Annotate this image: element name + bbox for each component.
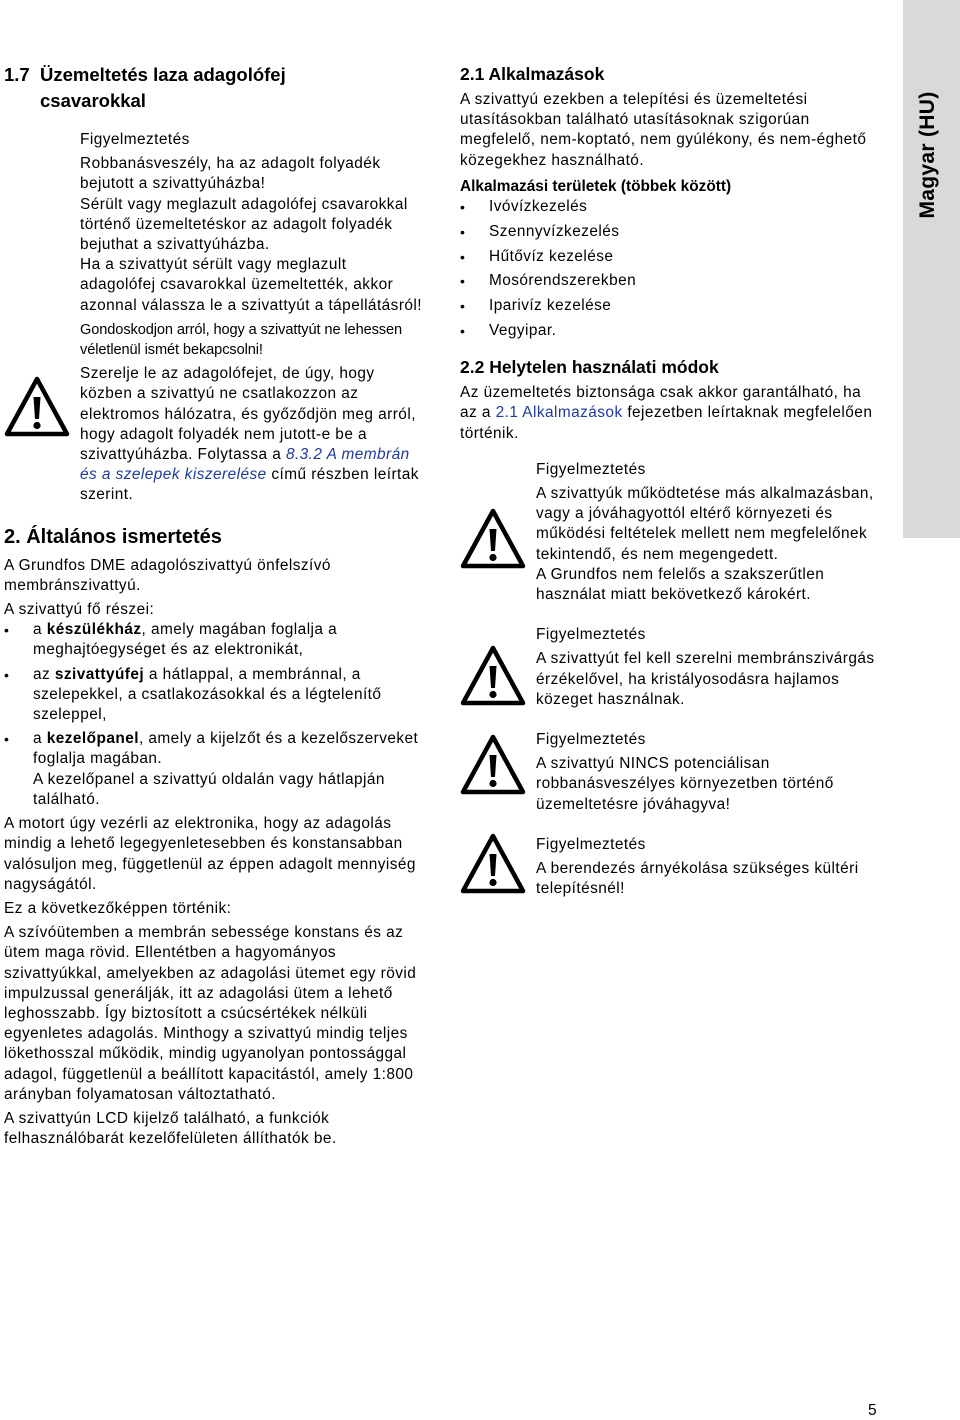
paragraph-motor: A motort úgy vezérli az elektronika, hogy az adagolás mindig a lehető legegyenletesebben és konstansabban valósuljon meg, függetlenül az éppen adagolt mennyiség nagyságától.: [4, 815, 416, 893]
paragraph-suction: A szívóütemben a membrán sebessége konstans és az ütem maga rövid. Ellentétben a hagyományos szivattyúkkal, amelyekben az adagolási ütemet egy rövid impulzussal generálják, itt az adagolási ütem a lehető leghosszabb. Így biztosított a csúcsértékek nélküli egyenletes adagolás. Minthogy a szivattyú mindig teljes lökethosszal működik, mindig ugyanolyan pontossággal adagol, függetlenül a beállított kapacitástól, amely 1:800 arányban folyamatosan változtatható.: [4, 924, 417, 1103]
language-tab: [903, 0, 960, 538]
warning-triangle-icon: [460, 645, 526, 707]
intro-text: Az üzemeltetés biztonsága csak akkor garantálható, ha az a: [460, 384, 862, 422]
warning-text-part: Szerelje le az adagolófejet, de úgy, hogy közben a szivattyú ne csatlakozzon az elektromos hálózatra, és győződjön meg arról, hogy adagolt folyadék nem jutott-e be a szivattyúházba. Folytassa a: [80, 365, 416, 464]
list-item: • Vegyipar.: [460, 321, 880, 341]
page-number: 5: [868, 1402, 877, 1419]
section-1-7-title-line2: csavarokkal: [40, 90, 146, 111]
list-item-text: , amely magában foglalja a meghajtóegységet és az elektronikát,: [33, 621, 338, 659]
section-2-1-intro: A szivattyú ezekben a telepítési és üzemeltetési utasításokban található utasításoknak szigorúan megfelelő, nem-koptató, nem gyúlékony, és nem-éghető közegekhez használható.: [460, 91, 867, 169]
cross-reference-link[interactable]: 8.3.2 A membrán és a szelepek kiszerelése: [80, 446, 410, 484]
warning-block: [460, 460, 880, 605]
warning-block: [460, 730, 880, 815]
section-2-2-intro: [460, 383, 880, 444]
section-2-intro: A Grundfos DME adagolószivattyú önfelszívó membránszivattyú.: [4, 556, 331, 594]
areas-heading: Alkalmazási területek (többek között): [460, 177, 732, 195]
warning-text: A berendezés árnyékolása szükséges kültéri telepítésnél!: [536, 860, 859, 898]
warning-triangle-icon: [460, 734, 526, 796]
warning-text: A szivattyú NINCS potenciálisan robbanásveszélyes környezetben történő üzemeltetésre jóváhagyva!: [536, 755, 834, 813]
list-item-bold: szivattyúfej: [54, 665, 145, 683]
left-column: [4, 62, 424, 1149]
language-tab-label: Magyar (HU): [916, 91, 939, 219]
warning-block: [460, 835, 880, 900]
warning-text: A szivattyúk működtetése más alkalmazásban, vagy a jóváhagyottól eltérő környezeti és működési feltételek mellett nem megfelelőnek tekintendő, és nem megengedett.: [536, 485, 874, 563]
warning-label: Figyelmeztetés: [80, 131, 190, 148]
warning-triangle-icon: [460, 508, 526, 570]
warning-block-1-7: [4, 130, 424, 506]
list-item: [4, 665, 424, 726]
warning-text: Sérült vagy meglazult adagolófej csavarokkal történő üzemeltetéskor az adagolt folyadék bejuthat a szivattyúházba.: [80, 195, 408, 254]
list-item: • Mosórendszerekben: [460, 271, 880, 291]
parts-list: [4, 620, 424, 810]
cross-reference-link[interactable]: 2.1 Alkalmazások: [495, 404, 623, 422]
intro-text: fejezetben leírtaknak megfelelően történik.: [460, 404, 873, 442]
parts-heading: A szivattyú fő részei:: [4, 601, 155, 619]
warning-triangle-icon: [4, 376, 70, 438]
right-column: [460, 62, 880, 899]
list-item-text: , amely a kijelzőt és a kezelőszerveket foglalja magában.: [33, 730, 419, 768]
list-item: [4, 729, 424, 810]
section-2-1-heading: 2.1 Alkalmazások: [460, 64, 605, 84]
warning-block: [460, 625, 880, 710]
warning-label: Figyelmeztetés: [536, 731, 646, 749]
warning-text: Gondoskodjon arról, hogy a szivattyút ne lehessen véletlenül ismét bekapcsolni!: [80, 321, 403, 359]
warning-text: A szivattyút fel kell szerelni membránszivárgás érzékelővel, ha kristályosodásra hajlamos közeget használnak.: [536, 650, 875, 708]
list-item-text: a hátlappal, a membránnal, a szelepekkel, a csatlakozásokkal és a légtelenítő szeleppel,: [33, 665, 382, 724]
warning-triangle-icon: [460, 833, 526, 895]
list-item: • Iparivíz kezelése: [460, 296, 880, 316]
list-item-text: az: [33, 665, 55, 683]
warning-label: Figyelmeztetés: [536, 835, 646, 853]
list-item-text: a: [33, 621, 47, 639]
list-item: • Ivóvízkezelés: [460, 197, 880, 217]
warning-label: Figyelmeztetés: [536, 460, 646, 478]
section-2-2-heading: 2.2 Helytelen használati módok: [460, 357, 719, 378]
warning-text: Robbanásveszély, ha az adagolt folyadék bejutott a szivattyúházba!: [80, 155, 381, 193]
paragraph-consequence: Ez a következőképpen történik:: [4, 899, 232, 917]
warning-text-part: című részben leírtak szerint.: [80, 466, 419, 504]
warning-text: A Grundfos nem felelős a szakszerűtlen használat miatt bekövetkező károkért.: [536, 565, 825, 604]
list-item: • Szennyvízkezelés: [460, 222, 880, 242]
warning-label: Figyelmeztetés: [536, 626, 646, 644]
list-item-text: A kezelőpanel a szivattyú oldalán vagy hátlapján található.: [33, 770, 385, 808]
list-item-text: a: [33, 730, 47, 748]
list-item: [4, 620, 424, 660]
section-1-7-number: 1.7: [4, 64, 30, 85]
warning-text: Ha a szivattyút sérült vagy meglazult adagolófej csavarokkal üzemeltették, akkor azonnal válassza le a szivattyút a tápellátásról!: [80, 256, 423, 314]
areas-list: [460, 197, 880, 341]
paragraph-lcd: A szivattyún LCD kijelző található, a funkciók felhasználóbarát kezelőfelületen állíthatók be.: [4, 1109, 337, 1148]
section-1-7-heading: [4, 62, 424, 114]
list-item: • Hűtővíz kezelése: [460, 247, 880, 267]
list-item-bold: készülékház: [46, 621, 142, 639]
list-item-bold: kezelőpanel: [46, 730, 139, 748]
section-1-7-title-line1: Üzemeltetés laza adagolófej: [40, 64, 286, 85]
section-2-heading: 2. Általános ismertetés: [4, 525, 222, 548]
warning-text: [80, 364, 424, 505]
